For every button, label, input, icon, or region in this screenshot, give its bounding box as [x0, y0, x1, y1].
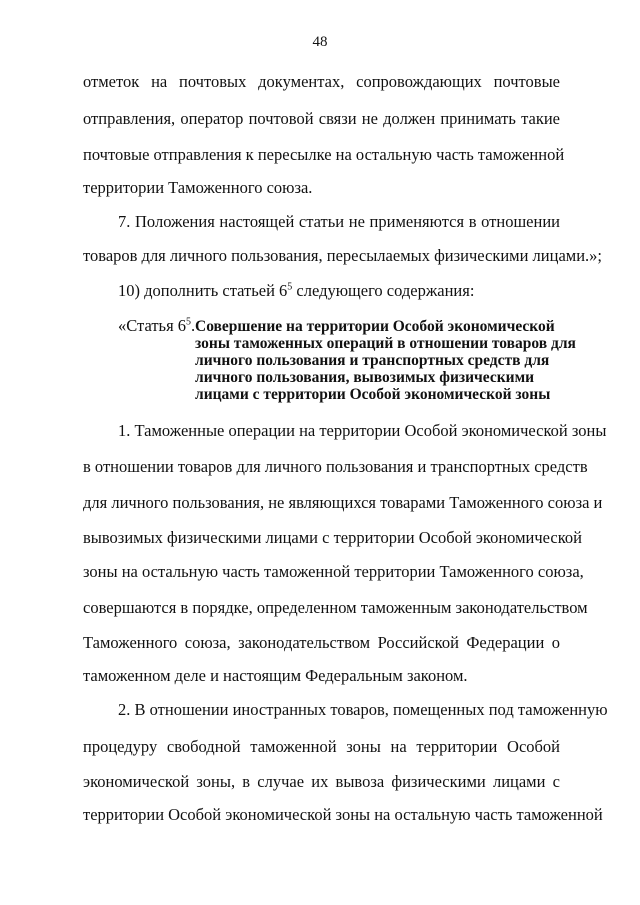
article-heading-line: личного пользования, вывозимых физическими — [195, 369, 535, 386]
text-line: 7. Положения настоящей статьи не применяются в отношении — [118, 212, 560, 231]
text-line: таможенном деле и настоящим Федеральным законом. — [83, 666, 468, 685]
item-10-line — [118, 281, 560, 301]
text-line: зоны на остальную часть таможенной территории Таможенного союза, — [83, 562, 584, 581]
text-line: процедуру свободной таможенной зоны на территории Особой — [83, 737, 560, 756]
text-line: территории Особой экономической зоны на остальную часть таможенной — [83, 805, 603, 824]
text-line: для личного пользования, не являющихся товарами Таможенного союза и — [83, 493, 603, 512]
article-prefix-text: «Статья 6 — [118, 316, 187, 335]
text-line: отметок на почтовых документах, сопровождающих почтовые — [83, 72, 560, 91]
text-line: отправления, оператор почтовой связи не должен принимать такие — [83, 109, 560, 128]
text-line: экономической зоны, в случае их вывоза физическими лицами с — [83, 772, 560, 791]
article-heading-line: зоны таможенных операций в отношении товаров для — [195, 335, 576, 352]
article-prefix-sup: 5 — [186, 316, 192, 328]
text-line: 1. Таможенные операции на территории Особой экономической зоны — [118, 421, 607, 440]
item-10-text: 10) дополнить статьей 6 — [118, 281, 288, 300]
text-line: в отношении товаров для личного пользования и транспортных средств — [83, 457, 588, 476]
article-heading-line: Совершение на территории Особой экономической — [195, 318, 555, 335]
text-line: почтовые отправления к пересылке на остальную часть таможенной — [83, 145, 565, 164]
text-line: территории Таможенного союза. — [83, 178, 313, 197]
article-prefix-dot: . — [191, 316, 196, 335]
article-heading-line: личного пользования и транспортных средств для — [195, 352, 550, 369]
page-number: 48 — [312, 34, 328, 50]
article-prefix — [118, 316, 195, 336]
text-line: совершаются в порядке, определенном таможенным законодательством — [83, 598, 588, 617]
text-line: вывозимых физическими лицами с территории Особой экономической — [83, 528, 582, 547]
text-line: Таможенного союза, законодательством Российской Федерации о — [83, 633, 560, 652]
item-10-tail: следующего содержания: — [292, 281, 475, 300]
item-10-sup: 5 — [287, 281, 293, 293]
text-line: 2. В отношении иностранных товаров, помещенных под таможенную — [118, 700, 608, 719]
text-line: товаров для личного пользования, пересылаемых физическими лицами.»; — [83, 246, 603, 265]
article-heading-line: лицами с территории Особой экономической зоны — [195, 386, 551, 403]
